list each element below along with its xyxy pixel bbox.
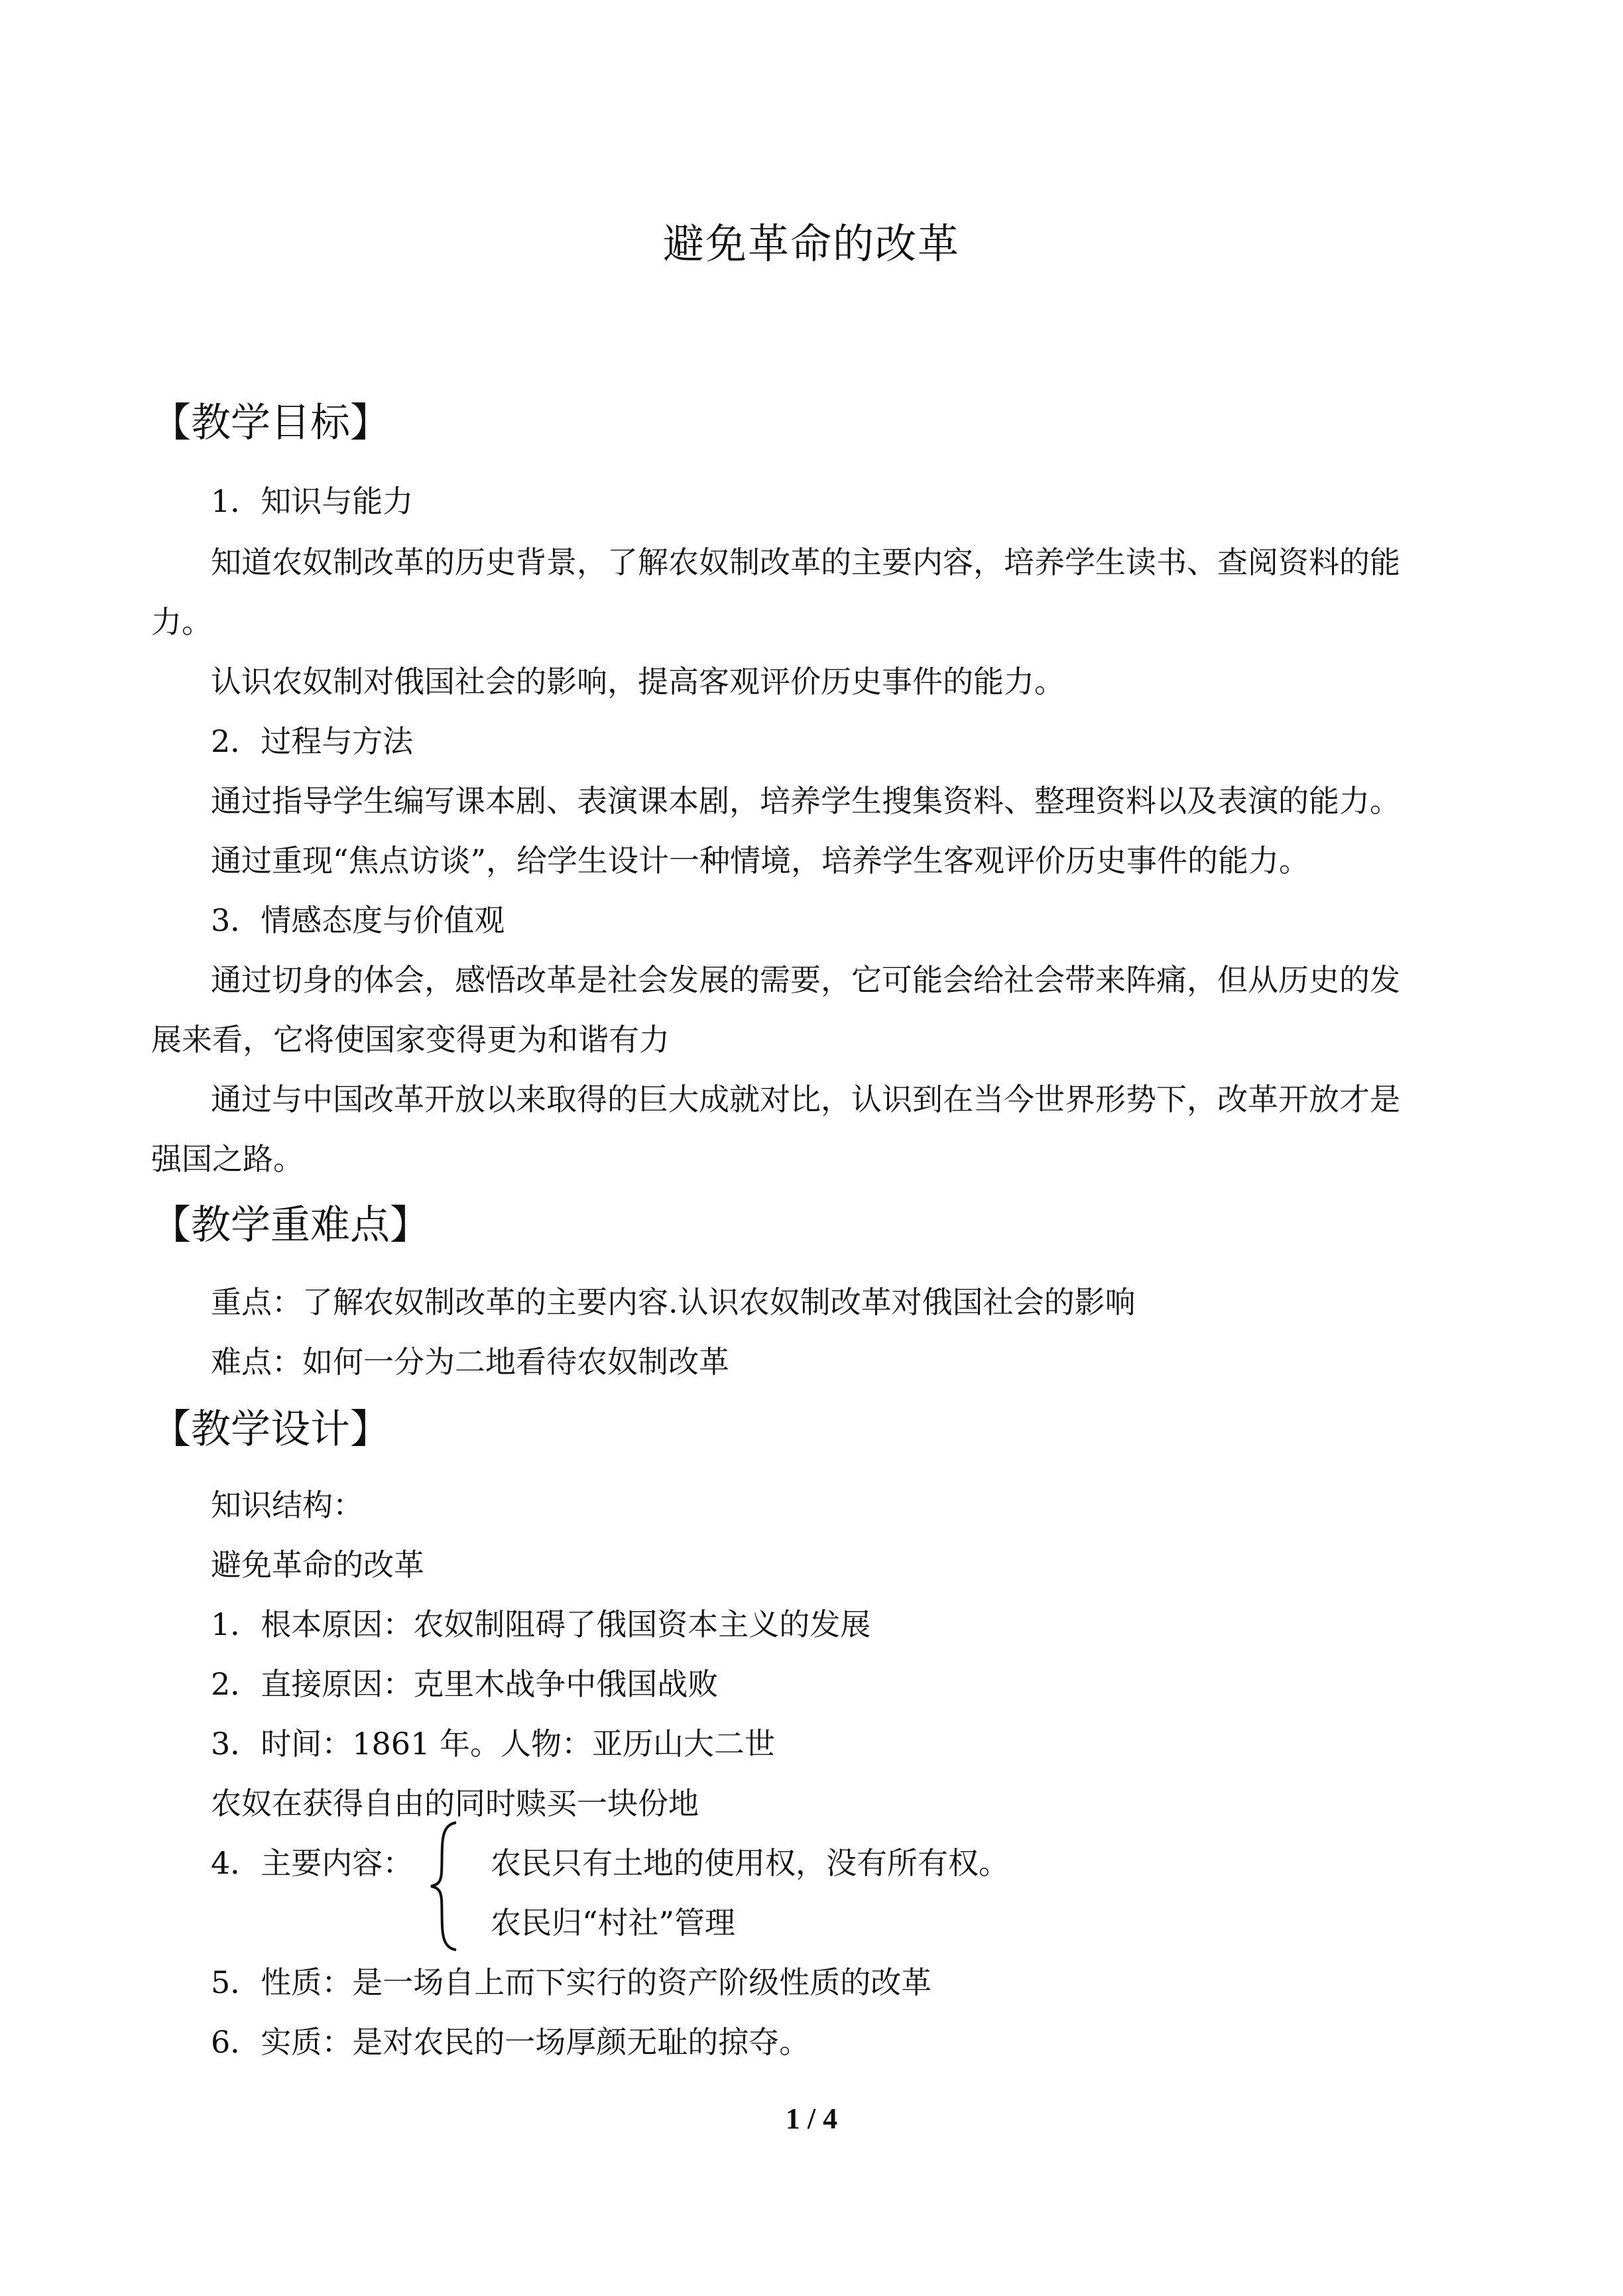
page-number: 1 / 4 [785,2102,838,2135]
document-title: 避免革命的改革 [662,219,960,268]
objective-1-text-2: 认识农奴制对俄国社会的影响，提高客观评价历史事件的能力。 [211,664,1065,699]
structure-item-3b: 农奴在获得自由的同时赎买一块份地 [211,1785,699,1821]
structure-item-4b: 农民归“村社”管理 [491,1905,736,1941]
objective-3-title: 3．情感态度与价值观 [211,902,505,938]
structure-item-6: 6．实质：是对农民的一场厚颜无耻的掠夺。 [211,2024,810,2060]
objective-2-text-2: 通过重现“焦点访谈”，给学生设计一种情境，培养学生客观评价历史事件的能力。 [211,843,1310,878]
structure-item-4-label: 4．主要内容： [211,1845,414,1881]
objective-3-text-2a: 通过与中国改革开放以来取得的巨大成就对比，认识到在当今世界形势下，改革开放才是 [211,1081,1400,1117]
objective-2-title: 2．过程与方法 [211,723,414,759]
structure-item-1: 1．根本原因：农奴制阻碍了俄国资本主义的发展 [211,1606,871,1642]
key-point: 重点：了解农奴制改革的主要内容.认识农奴制改革对俄国社会的影响 [211,1284,1136,1320]
structure-item-3: 3．时间：1861 年。人物：亚历山大二世 [211,1726,775,1762]
objective-1-text-a: 知道农奴制改革的历史背景，了解农奴制改革的主要内容，培养学生读书、查阅资料的能 [211,544,1400,580]
section-heading-key-points: 【教学重难点】 [151,1202,430,1248]
section-heading-design: 【教学设计】 [151,1406,390,1453]
structure-label: 知识结构： [211,1487,363,1523]
objective-3-text-2b: 强国之路。 [151,1141,304,1177]
objective-3-text-1b: 展来看，它将使国家变得更为和谐有力 [151,1022,670,1057]
objective-3-text-1a: 通过切身的体会，感悟改革是社会发展的需要，它可能会给社会带来阵痛，但从历史的发 [211,962,1400,998]
curly-brace-icon [424,1820,464,1953]
structure-item-5: 5．性质：是一场自上而下实行的资产阶级性质的改革 [211,1964,932,2000]
objective-1-text-b: 力。 [151,604,212,640]
structure-item-4a: 农民只有土地的使用权，没有所有权。 [491,1845,1009,1881]
section-heading-objectives: 【教学目标】 [151,400,390,446]
objective-1-title: 1．知识与能力 [211,483,414,519]
objective-2-text-1: 通过指导学生编写课本剧、表演课本剧，培养学生搜集资料、整理资料以及表演的能力。 [211,783,1400,819]
structure-item-2: 2．直接原因：克里木战争中俄国战败 [211,1666,719,1702]
structure-title: 避免革命的改革 [211,1547,424,1583]
difficult-point: 难点：如何一分为二地看待农奴制改革 [211,1344,729,1380]
